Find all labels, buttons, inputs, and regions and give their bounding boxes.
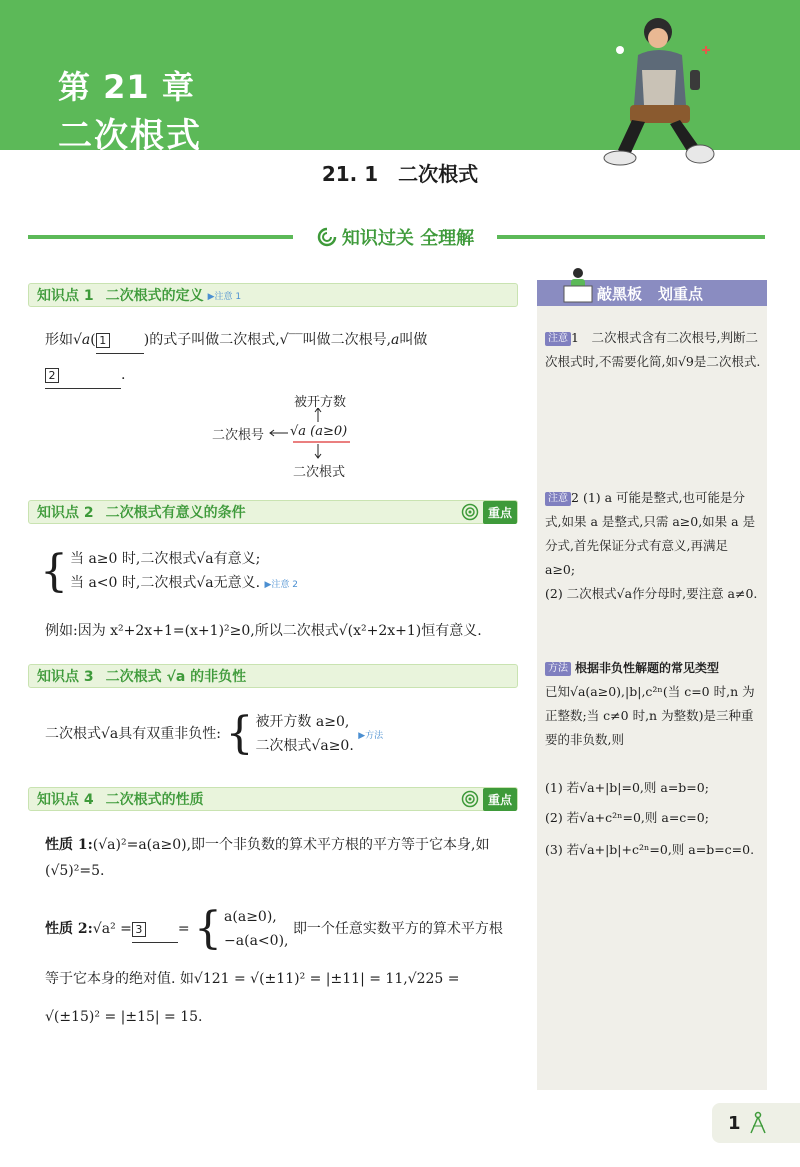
kp2-brace-block <box>40 547 298 597</box>
kp2-key-badge: 重点 <box>483 501 517 524</box>
kp1-text-e: 叫做二次根号, <box>302 332 392 348</box>
diagram-top-label: 被开方数 <box>294 395 347 410</box>
swirl-icon <box>316 226 338 248</box>
kp1-text-c: )的式子叫做二次根式, <box>143 332 280 348</box>
kp3-brace-block <box>225 710 353 758</box>
method-tag: 方法 <box>545 662 571 676</box>
section-title: 21. 1 二次根式 <box>321 162 479 186</box>
kp2-conditions <box>40 547 520 597</box>
kp1-note: ▶注意 1 <box>207 291 242 302</box>
kp4-key-wrap <box>461 787 517 811</box>
prop2-label: 性质 2: <box>45 921 93 937</box>
blank-2[interactable] <box>45 362 121 389</box>
note-2-tag: 注意 <box>545 492 571 506</box>
kp2-case-1: 当 a≥0 时,二次根式√a有意义; <box>70 551 261 567</box>
page-number: 1 <box>728 1112 741 1134</box>
kp1-definition <box>45 327 525 354</box>
kp4-name: 二次根式的性质 <box>105 792 204 808</box>
prop1-text: (√a)²=a(a≥0),即一个非负数的算术平方根的平方等于它本身,如(√5)²=5. <box>45 837 490 879</box>
banner-line-right <box>497 235 765 239</box>
panel-title-left: 敲黑板 <box>597 284 643 303</box>
method-intro: 已知√a(a≥0),|b|,c²ⁿ(当 c=0 时,n 为正整数;当 c≠0 时,n 为整数)是三种重要的非负数,则 <box>545 684 755 747</box>
kp1-text-b: ( <box>90 332 96 348</box>
diagram-bottom-label: 二次根式 <box>293 465 346 480</box>
kp1-sqrt-a: √a <box>73 332 91 348</box>
knowledge-point-4-bar <box>28 787 518 811</box>
kp3-content <box>45 710 525 758</box>
prop2-case-1: a(a≥0), <box>224 909 277 925</box>
kp3-case-1: 被开方数 a≥0, <box>255 714 350 730</box>
brace: { <box>225 708 254 759</box>
kp3-note: ▶方法 <box>358 731 384 741</box>
method-title: 根据非负性解题的常见类型 <box>574 661 719 675</box>
kp2-case-2: 当 a<0 时,二次根式√a无意义. <box>70 575 261 591</box>
prop2-line-3: √(±15)² = |±15| = 15. <box>45 1009 203 1025</box>
kp1-label: 知识点 1 <box>37 288 94 304</box>
chapter-number: 第 21 章 <box>58 68 195 106</box>
kp1-name: 二次根式的定义 <box>105 288 204 304</box>
kp1-var-a: a <box>391 332 400 348</box>
note-2-text-2: (2) 二次根式√a作分母时,要注意 a≠0. <box>545 586 758 601</box>
kp1-text-a: 形如 <box>45 332 73 348</box>
kp4-brace-block <box>194 905 288 953</box>
brace: { <box>194 903 223 954</box>
kp1-radical-sign: √‾‾ <box>279 332 303 348</box>
prop2-case-2: −a(a<0), <box>224 933 289 949</box>
kp3-lead: 二次根式√a具有双重非负性: <box>45 726 221 742</box>
kp4-label: 知识点 4 <box>37 792 94 808</box>
blank-1[interactable] <box>96 327 144 354</box>
note-2-text-1: (1) a 可能是整式,也可能是分式,如果 a 是整式,只需 a≥0,如果 a 是分式,首先保证分式有意义,再满足 a≥0; <box>545 490 756 577</box>
note-1-text: 二次根式含有二次根号,判断二次根式时,不需要化简,如√9是二次根式. <box>545 330 761 369</box>
knowledge-point-2-bar <box>28 500 518 524</box>
kp2-name: 二次根式有意义的条件 <box>105 505 246 521</box>
prop2-text: 即一个任意实数平方的算术平方根 <box>292 921 503 937</box>
panel-note-1 <box>545 326 761 374</box>
page-number-badge <box>712 1103 800 1143</box>
panel-title-right: 划重点 <box>658 284 704 303</box>
kp1-definition-line2 <box>45 362 245 389</box>
knowledge-point-1-bar <box>28 283 518 307</box>
blank-1-number: 1 <box>96 333 110 348</box>
prop2-line-2: 等于它本身的绝对值. 如√121 = √(±11)² = |±11| = 11,√225 = <box>45 971 460 987</box>
diagram-center-expr: √a (a≥0) <box>290 424 348 439</box>
kp2-note: ▶注意 2 <box>264 580 299 590</box>
note-1-tag: 注意 <box>545 332 571 346</box>
banner-line-left <box>28 235 293 239</box>
chapter-title: 二次根式 <box>58 116 202 156</box>
diagram-left-label: 二次根号 <box>212 428 265 443</box>
kp2-example: 例如:因为 x²+2x+1=(x+1)²≥0,所以二次根式√(x²+2x+1)恒有意义. <box>45 623 482 639</box>
method-item-1: (1) 若√a+|b|=0,则 a=b=0; <box>545 780 709 795</box>
knowledge-banner <box>295 220 495 254</box>
target-icon <box>461 503 479 521</box>
panel-method <box>545 656 761 752</box>
target-icon <box>461 790 479 808</box>
brace: { <box>40 546 68 597</box>
kp2-key-wrap <box>461 500 517 524</box>
note-1-number: 1 <box>571 330 579 345</box>
compass-icon <box>745 1110 771 1136</box>
kp4-property-2 <box>45 905 525 953</box>
teacher-board-icon <box>562 266 594 304</box>
prop1-label: 性质 1: <box>45 837 93 853</box>
method-item-2: (2) 若√a+c²ⁿ=0,则 a=c=0; <box>545 810 709 825</box>
prop2-expr: √a² = <box>92 921 132 937</box>
knowledge-point-3-bar <box>28 664 518 688</box>
kp4-property-1 <box>45 832 523 884</box>
blank-3-number: 3 <box>132 922 146 937</box>
panel-note-2 <box>545 486 761 606</box>
kp4-key-badge: 重点 <box>483 788 517 811</box>
kp1-text-g: 叫做 <box>399 332 428 348</box>
blank-3[interactable] <box>132 916 178 943</box>
kp3-case-2: 二次根式√a≥0. <box>255 738 354 754</box>
student-illustration <box>590 10 730 170</box>
banner-label: 知识过关 全理解 <box>341 228 475 249</box>
method-item-3: (3) 若√a+|b|+c²ⁿ=0,则 a=b=c=0. <box>545 842 755 857</box>
kp2-label: 知识点 2 <box>37 505 94 521</box>
blank-2-number: 2 <box>45 368 59 383</box>
note-2-number: 2 <box>571 490 579 505</box>
kp1-period: . <box>121 367 126 383</box>
kp3-label: 知识点 3 <box>37 669 94 685</box>
prop2-eq: = <box>177 921 190 937</box>
kp3-name: 二次根式 √a 的非负性 <box>105 669 247 685</box>
